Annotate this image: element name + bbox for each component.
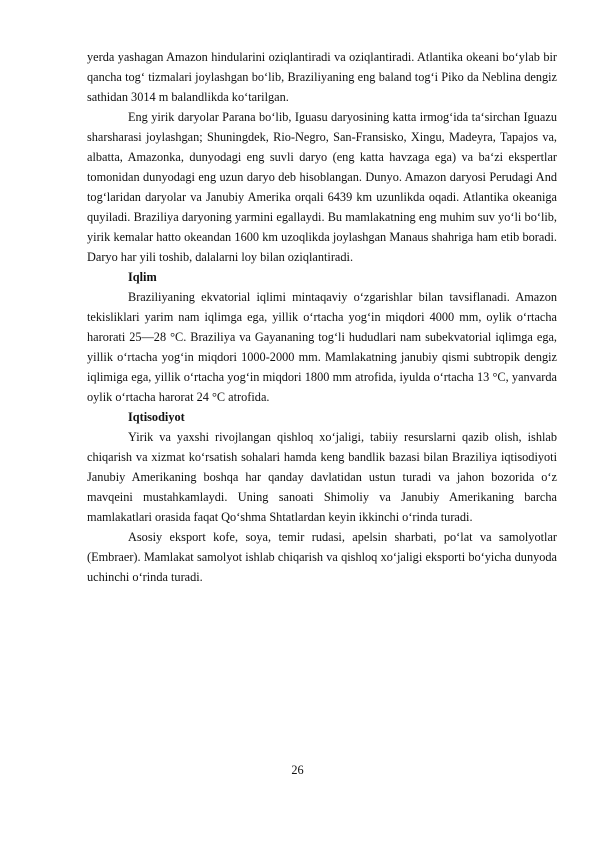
paragraph-amazon-intro: yerda yashagan Amazon hindularini oziqlantiradi va oziqlantiradi. Atlantika okeani boʻylab bir qancha togʻ tizmalari joylashgan boʻlib, Braziliyaning eng baland togʻi Piko da Neblina dengiz sathidan 3014 m balandlikda koʻtarilgan. — [87, 50, 557, 104]
paragraph-economy: Yirik va yaxshi rivojlangan qishloq xoʻjaligi, tabiiy resurslarni qazib olish, ishlab chiqarish va xizmat koʻrsatish sohalari hamda keng bandlik bazasi bilan Braziliya iqtisodiyoti Janubiy Amerikaning boshqa har qanday davlatidan ustun turadi va jahon bozorida oʻz mavqeini mustahkamlaydi. Uning sanoati Shimoliy va Janubiy Amerikaning barcha mamlakatlari orasida faqat Qoʻshma Shtatlardan keyin ikkinchi oʻrinda turadi. — [87, 430, 557, 524]
paragraph-climate: Braziliyaning ekvatorial iqlimi mintaqaviy oʻzgarishlar bilan tavsiflanadi. Amazon tekisliklari yarim nam iqlimga ega, yillik oʻrtacha yogʻin miqdori 4000 mm, oylik oʻrtacha harorati 25—28 °C. Braziliya va Gayananing togʻli hududlari nam subekvatorial iqlimga ega, yillik oʻrtacha yogʻin miqdori 1000-2000 mm. Mamlakatning janubiy qismi subtropik dengiz iqlimiga ega, yillik oʻrtacha yogʻin miqdori 1800 mm atrofida, iyulda oʻrtacha 13 °C, yanvarda oylik oʻrtacha harorat 24 °C atrofida. — [87, 290, 557, 404]
paragraph-exports: Asosiy eksport kofe, soya, temir rudasi, apelsin sharbati, poʻlat va samolyotlar (Embraer). Mamlakat samolyot ishlab chiqarish va qishloq xoʻjaligi eksporti boʻyicha dunyoda uchinchi oʻrinda turadi. — [87, 530, 557, 584]
heading-iqtisodiyot: Iqtisodiyot — [128, 410, 185, 424]
paragraph-rivers: Eng yirik daryolar Parana boʻlib, Iguasu daryosining katta irmogʻida taʻsirchan Iguazu sharsharasi joylashgan; Shuningdek, Rio-Negro, San-Fransisko, Xingu, Madeyra, Tapajos va, albatta, Amazonka, dunyodagi eng suvli daryo (eng katta havzaga ega) va baʻzi ekspertlar tomonidan dunyodagi eng uzun daryo deb hisoblangan. Dunyo. Amazon daryosi Perudagi And togʻlaridan daryolar va Janubiy Amerika orqali 6439 km uzunlikda oqadi. Atlantika okeaniga quyiladi. Braziliya daryoning yarmini egallaydi. Bu mamlakatning eng muhim suv yoʻli boʻlib, yirik kemalar hatto okeandan 1600 km uzoqlikda joylashgan Manaus shahriga ham etib boradi. Daryo har yili toshib, dalalarni loy bilan oziqlantiradi. — [87, 110, 557, 264]
heading-iqlim: Iqlim — [128, 270, 157, 284]
page-number: 26 — [291, 763, 304, 777]
document-body — [87, 47, 557, 587]
